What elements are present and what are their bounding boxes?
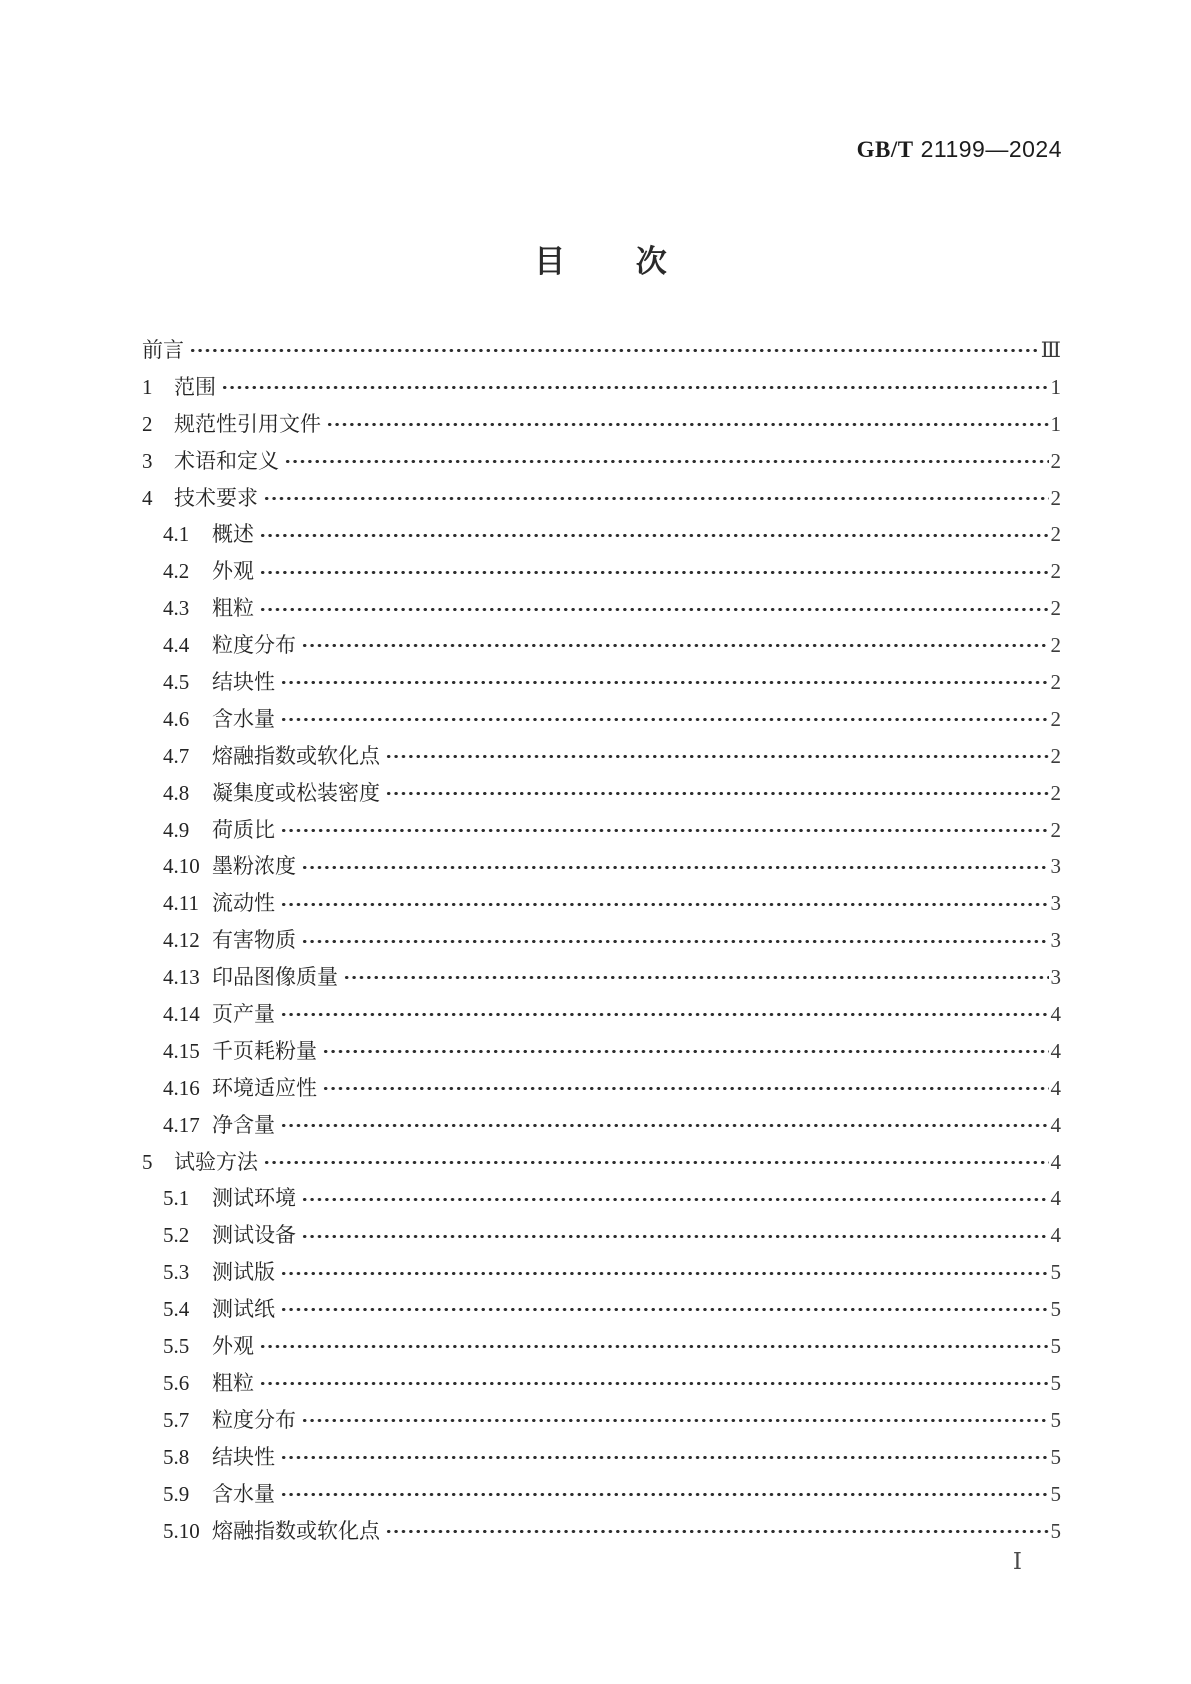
dot-leader (259, 1328, 1049, 1365)
toc-entry-label: 结块性 (212, 1444, 275, 1469)
dot-leader (301, 922, 1049, 959)
dot-leader (263, 480, 1049, 517)
toc-entry-number: 4.17 (163, 1112, 200, 1137)
dot-leader (322, 1070, 1049, 1107)
toc-entry-number: 4.2 (163, 559, 190, 584)
toc-entry-label: 环境适应性 (212, 1075, 317, 1100)
toc-row (133, 1365, 1061, 1402)
toc-entry-page: 5 (1050, 1370, 1061, 1395)
toc-row (133, 775, 1061, 812)
toc-entry-page: 4 (1050, 1075, 1061, 1100)
toc-row (133, 738, 1061, 775)
standard-code (857, 136, 1062, 163)
footer-page-number: Ⅰ (1012, 1549, 1022, 1574)
toc-row (133, 627, 1061, 664)
toc-entry-number: 5.6 (163, 1370, 190, 1395)
dot-leader (322, 1033, 1049, 1070)
toc-row (133, 1144, 1061, 1181)
toc-entry-page: 2 (1050, 559, 1061, 584)
toc-entry-number: 5.1 (163, 1186, 190, 1211)
toc-row (133, 885, 1061, 922)
toc-entry-number: 4.3 (163, 596, 190, 621)
toc-entry-number: 4.15 (163, 1038, 200, 1063)
toc-entry-label: 测试纸 (212, 1297, 275, 1322)
toc-entry-page: 1 (1050, 411, 1061, 436)
toc-entry-label: 测试设备 (212, 1223, 296, 1248)
dot-leader (280, 1107, 1049, 1144)
dot-leader (280, 996, 1049, 1033)
toc-row (133, 1180, 1061, 1217)
dot-leader (259, 516, 1049, 553)
toc-row (133, 1513, 1061, 1550)
standard-code-prefix: GB/T (856, 137, 914, 162)
dot-leader (280, 664, 1049, 701)
toc-entry-page: 4 (1050, 1149, 1061, 1174)
toc-entry-label: 含水量 (212, 706, 275, 731)
toc-entry-label: 测试版 (212, 1260, 275, 1285)
dot-leader (385, 1513, 1049, 1550)
toc-entry-label: 净含量 (212, 1112, 275, 1137)
dot-leader (301, 1402, 1049, 1439)
toc-entry-page: 2 (1050, 670, 1061, 695)
toc-row (133, 1476, 1061, 1513)
toc-entry-page: 2 (1050, 448, 1061, 473)
toc-entry-label: 有害物质 (212, 928, 296, 953)
toc-entry-number: 4.9 (163, 817, 190, 842)
toc-row (133, 332, 1061, 369)
toc-row (133, 1402, 1061, 1439)
toc-entry-page: 5 (1050, 1260, 1061, 1285)
toc-row (133, 553, 1061, 590)
toc-entry-number: 1 (142, 374, 153, 399)
toc-row (133, 1033, 1061, 1070)
toc-entry-page: 2 (1050, 596, 1061, 621)
toc-entry-label: 前言 (142, 338, 184, 362)
toc-entry-number: 4.8 (163, 780, 190, 805)
toc-entry-number: 3 (142, 448, 153, 473)
toc-entry-page: 5 (1050, 1297, 1061, 1322)
toc-entry-number: 4 (142, 485, 153, 510)
toc-entry-number: 4.1 (163, 522, 190, 547)
toc-row (133, 664, 1061, 701)
toc-entry-page: 2 (1050, 522, 1061, 547)
dot-leader (280, 1476, 1049, 1513)
dot-leader (280, 885, 1049, 922)
dot-leader (343, 959, 1049, 996)
toc-entry-label: 粗粒 (212, 596, 254, 621)
toc-entry-label: 外观 (212, 559, 254, 584)
toc-entry-label: 熔融指数或软化点 (212, 743, 380, 768)
toc-entry-label: 页产量 (212, 1002, 275, 1027)
toc-entry-label: 范围 (174, 374, 216, 399)
toc-entry-number: 5.7 (163, 1407, 190, 1432)
toc-row (133, 516, 1061, 553)
dot-leader (301, 1180, 1049, 1217)
toc-row (133, 1328, 1061, 1365)
toc-row (133, 1291, 1061, 1328)
toc-entry-label: 术语和定义 (174, 448, 279, 473)
dot-leader (221, 369, 1049, 406)
toc-entry-page: 4 (1050, 1223, 1061, 1248)
toc-entry-label: 印品图像质量 (212, 965, 338, 990)
toc-entry-label: 流动性 (212, 891, 275, 916)
dot-leader (385, 775, 1049, 812)
toc-entry-number: 4.12 (163, 928, 200, 953)
toc-entry-page: 2 (1050, 743, 1061, 768)
dot-leader (280, 1439, 1049, 1476)
dot-leader (263, 1144, 1049, 1181)
toc-row (133, 1217, 1061, 1254)
toc-entry-number: 5 (142, 1149, 153, 1174)
toc-entry-number: 5.5 (163, 1334, 190, 1359)
toc-entry-label: 粒度分布 (212, 633, 296, 658)
dot-leader (280, 812, 1049, 849)
toc-entry-number: 4.4 (163, 633, 190, 658)
dot-leader (280, 1254, 1049, 1291)
toc-entry-number: 4.5 (163, 670, 190, 695)
toc-entry-label: 粗粒 (212, 1370, 254, 1395)
toc-entry-label: 概述 (212, 522, 254, 547)
toc-entry-number: 5.3 (163, 1260, 190, 1285)
toc-row (133, 1070, 1061, 1107)
dot-leader (259, 1365, 1049, 1402)
dot-leader (385, 738, 1049, 775)
toc-entry-label: 外观 (212, 1334, 254, 1359)
toc-entry-page: 3 (1050, 854, 1061, 879)
dot-leader (280, 701, 1049, 738)
toc-row (133, 369, 1061, 406)
toc-entry-label: 测试环境 (212, 1186, 296, 1211)
toc-entry-page: 5 (1050, 1334, 1061, 1359)
toc-entry-page: 2 (1050, 485, 1061, 510)
toc-entry-page: 4 (1050, 1186, 1061, 1211)
toc-row (133, 1107, 1061, 1144)
dot-leader (280, 1291, 1049, 1328)
dot-leader (284, 443, 1049, 480)
toc-entry-page: 3 (1050, 891, 1061, 916)
toc-entry-page: Ⅲ (1040, 338, 1061, 362)
toc-row (133, 996, 1061, 1033)
toc-entry-page: 4 (1050, 1002, 1061, 1027)
dot-leader (326, 406, 1049, 443)
toc-entry-label: 含水量 (212, 1481, 275, 1506)
toc-row (133, 443, 1061, 480)
toc-entry-page: 5 (1050, 1407, 1061, 1432)
toc-entry-page: 5 (1050, 1444, 1061, 1469)
toc-entry-label: 技术要求 (174, 485, 258, 510)
toc-row (133, 1439, 1061, 1476)
toc-entry-page: 3 (1050, 928, 1061, 953)
toc-entry-page: 2 (1050, 817, 1061, 842)
toc-entry-page: 2 (1050, 780, 1061, 805)
toc-entry-page: 4 (1050, 1112, 1061, 1137)
toc-entry-number: 4.16 (163, 1075, 200, 1100)
toc-row (133, 1254, 1061, 1291)
toc-entry-label: 凝集度或松装密度 (212, 780, 380, 805)
toc-entry-number: 4.14 (163, 1002, 200, 1027)
toc-row (133, 590, 1061, 627)
toc-row (133, 848, 1061, 885)
toc-row (133, 406, 1061, 443)
toc-entry-page: 3 (1050, 965, 1061, 990)
toc-entry-page: 1 (1050, 374, 1061, 399)
toc-entry-number: 5.2 (163, 1223, 190, 1248)
dot-leader (301, 627, 1049, 664)
toc-entry-number: 5.4 (163, 1297, 190, 1322)
toc-entry-page: 5 (1050, 1518, 1061, 1543)
toc-entry-label: 千页耗粉量 (212, 1038, 317, 1063)
toc-entry-number: 4.10 (163, 854, 200, 879)
toc-row (133, 480, 1061, 517)
toc-entry-page: 2 (1050, 706, 1061, 731)
toc-entry-number: 4.13 (163, 965, 200, 990)
toc-entry-page: 2 (1050, 633, 1061, 658)
toc-entry-number: 4.6 (163, 706, 190, 731)
toc-entry-label: 粒度分布 (212, 1407, 296, 1432)
toc-row (133, 959, 1061, 996)
toc-entry-label: 规范性引用文件 (174, 411, 321, 436)
toc-entry-number: 5.8 (163, 1444, 190, 1469)
toc-entry-page: 4 (1050, 1038, 1061, 1063)
toc-entry-label: 熔融指数或软化点 (212, 1518, 380, 1543)
toc-row (133, 922, 1061, 959)
toc-entry-number: 4.7 (163, 743, 190, 768)
toc-entry-label: 结块性 (212, 670, 275, 695)
dot-leader (259, 553, 1049, 590)
dot-leader (301, 848, 1049, 885)
toc-entry-label: 墨粉浓度 (212, 854, 296, 879)
toc-entry-number: 2 (142, 411, 153, 436)
toc-entry-label: 荷质比 (212, 817, 275, 842)
toc-entry-number: 4.11 (163, 891, 199, 916)
dot-leader (259, 590, 1049, 627)
toc-entry-page: 5 (1050, 1481, 1061, 1506)
dot-leader (189, 332, 1039, 369)
standard-code-number: 21199—2024 (920, 136, 1062, 162)
dot-leader (301, 1217, 1049, 1254)
toc-row (133, 701, 1061, 738)
toc-row (133, 812, 1061, 849)
page-title: 目 次 (534, 244, 667, 279)
toc-entry-number: 5.9 (163, 1481, 190, 1506)
toc-entry-label: 试验方法 (174, 1149, 258, 1174)
toc-entry-number: 5.10 (163, 1518, 200, 1543)
toc-list (133, 332, 1061, 1549)
